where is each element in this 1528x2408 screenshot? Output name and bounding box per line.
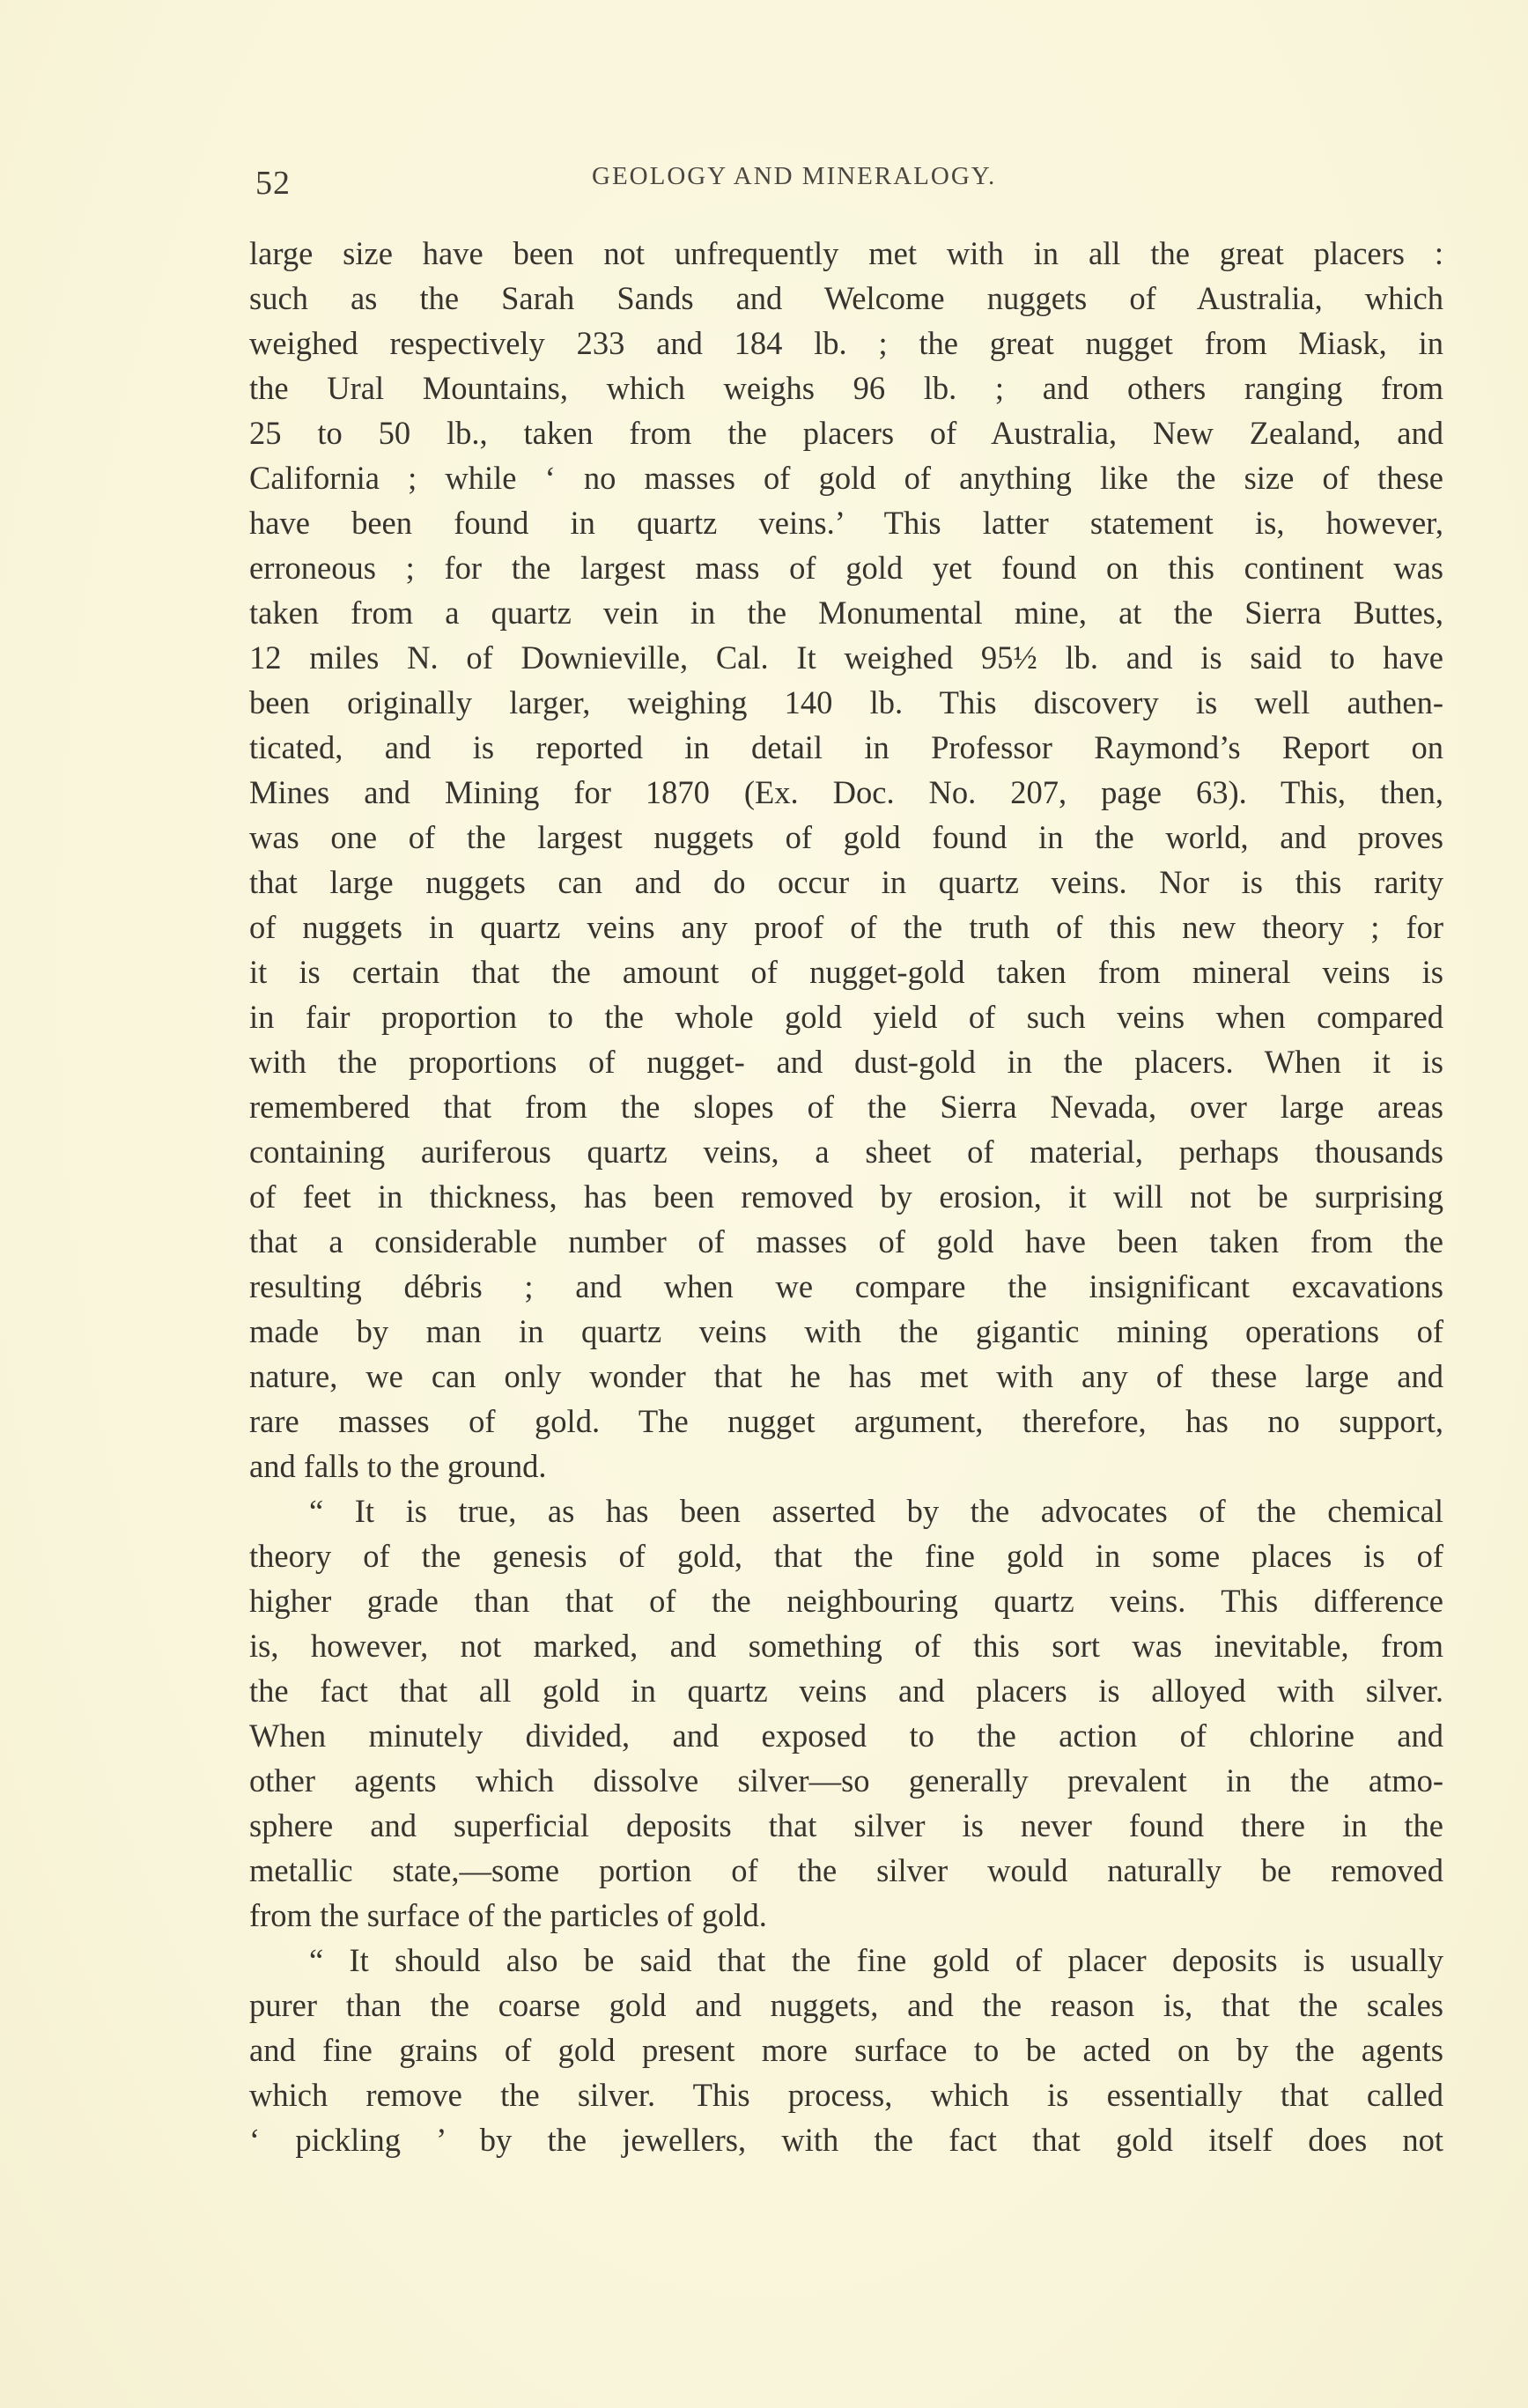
- text-line: is, however, not marked, and something of this sort was inevitable, from: [249, 1628, 1443, 1664]
- text-line: from the surface of the particles of gold.: [249, 1897, 767, 1933]
- text-line: “ It is true, as has been asserted by the advocates of the chemical: [309, 1493, 1443, 1529]
- text-line: When minutely divided, and exposed to the action of chlorine and: [249, 1717, 1443, 1754]
- text-line: ‘ pickling ’ by the jewellers, with the fact that gold itself does not: [249, 2122, 1443, 2158]
- text-line: remembered that from the slopes of the Sierra Nevada, over large areas: [249, 1089, 1443, 1125]
- text-line: made by man in quartz veins with the gigantic mining operations of: [249, 1313, 1443, 1349]
- text-line: weighed respectively 233 and 184 lb. ; the great nugget from Miask, in: [249, 325, 1443, 361]
- text-line: metallic state,—some portion of the silver would naturally be removed: [249, 1852, 1443, 1888]
- text-line: the fact that all gold in quartz veins and placers is alloyed with silver.: [249, 1673, 1443, 1709]
- text-line: which remove the silver. This process, which is essentially that called: [249, 2077, 1443, 2113]
- text-line: large size have been not unfrequently met with in all the great placers :: [249, 235, 1443, 271]
- text-line: theory of the genesis of gold, that the fine gold in some places is of: [249, 1538, 1443, 1574]
- text-line: with the proportions of nugget- and dust-gold in the placers. When it is: [249, 1044, 1443, 1080]
- text-line: and falls to the ground.: [249, 1448, 547, 1484]
- text-line: taken from a quartz vein in the Monumental mine, at the Sierra Buttes,: [249, 595, 1443, 631]
- text-line: resulting débris ; and when we compare the insignificant excavations: [249, 1268, 1443, 1304]
- text-line: 25 to 50 lb., taken from the placers of Australia, New Zealand, and: [249, 415, 1443, 451]
- text-line: Mines and Mining for 1870 (Ex. Doc. No. 207, page 63). This, then,: [249, 774, 1443, 810]
- text-line: of feet in thickness, has been removed by erosion, it will not be surprising: [249, 1178, 1443, 1215]
- text-line: the Ural Mountains, which weighs 96 lb. ; and others ranging from: [249, 370, 1443, 406]
- text-line: have been found in quartz veins.’ This latter statement is, however,: [249, 505, 1443, 541]
- text-line: that a considerable number of masses of gold have been taken from the: [249, 1223, 1443, 1259]
- text-line: been originally larger, weighing 140 lb. This discovery is well authen-: [249, 684, 1443, 720]
- text-line: of nuggets in quartz veins any proof of the truth of this new theory ; for: [249, 909, 1443, 945]
- body-text: [249, 231, 1443, 2162]
- text-line: containing auriferous quartz veins, a sheet of material, perhaps thousands: [249, 1134, 1443, 1170]
- text-line: erroneous ; for the largest mass of gold yet found on this continent was: [249, 550, 1443, 586]
- paragraph-1: [249, 231, 1443, 1488]
- running-head: [248, 155, 1446, 208]
- paragraph-2: [249, 1488, 1443, 1938]
- text-line: 12 miles N. of Downieville, Cal. It weighed 95½ lb. and is said to have: [249, 639, 1443, 676]
- page-number: 52: [255, 165, 291, 202]
- text-line: rare masses of gold. The nugget argument, therefore, has no support,: [249, 1403, 1443, 1439]
- text-line: California ; while ‘ no masses of gold of anything like the size of these: [249, 460, 1443, 496]
- running-title: GEOLOGY AND MINERALOGY.: [592, 162, 997, 190]
- text-line: such as the Sarah Sands and Welcome nuggets of Australia, which: [249, 280, 1443, 316]
- paragraph-3: [249, 1938, 1443, 2162]
- text-line: higher grade than that of the neighbouring quartz veins. This difference: [249, 1583, 1443, 1619]
- text-line: other agents which dissolve silver—so generally prevalent in the atmo-: [249, 1762, 1443, 1799]
- text-line: and fine grains of gold present more surface to be acted on by the agents: [249, 2032, 1443, 2068]
- text-line: in fair proportion to the whole gold yield of such veins when compared: [249, 999, 1443, 1035]
- text-line: was one of the largest nuggets of gold found in the world, and proves: [249, 819, 1443, 855]
- text-line: purer than the coarse gold and nuggets, and the reason is, that the scales: [249, 1987, 1443, 2023]
- text-line: it is certain that the amount of nugget-gold taken from mineral veins is: [249, 954, 1443, 990]
- text-line: nature, we can only wonder that he has met with any of these large and: [249, 1358, 1443, 1394]
- text-line: ticated, and is reported in detail in Professor Raymond’s Report on: [249, 729, 1443, 765]
- text-line: sphere and superficial deposits that silver is never found there in the: [249, 1807, 1443, 1843]
- text-line: “ It should also be said that the fine gold of placer deposits is usually: [309, 1942, 1443, 1978]
- text-line: that large nuggets can and do occur in quartz veins. Nor is this rarity: [249, 864, 1443, 900]
